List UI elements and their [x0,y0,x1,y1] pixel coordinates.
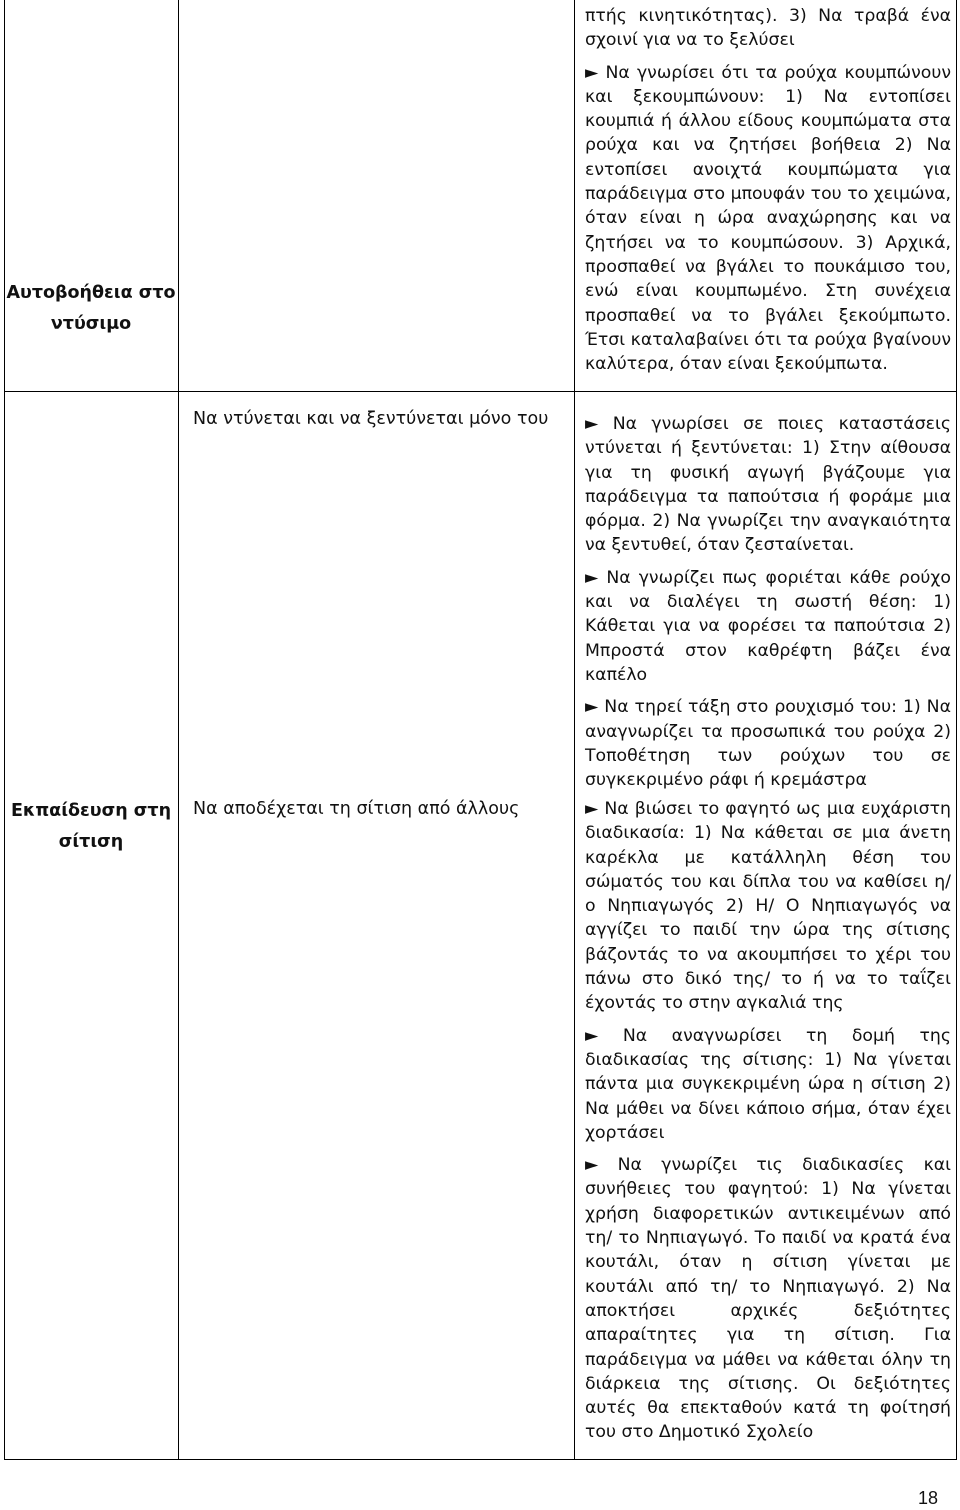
column-divider [574,0,575,1460]
category-cell: Εκπαίδευση στη σίτιση [10,801,172,852]
goal-cell: Να ντύνεται και να ξεντύνεται μόνο του [193,409,549,429]
description-paragraph: ► Να γνωρίσει σε ποιες καταστάσεις ντύνεται ή ξεντύνεται: 1) Στην αίθουσα για τη φυσική αγωγή βγάζουμε για παράδειγμα τα παπούτσια ή φοράμε μια φόρμα. 2) Να γνωρίζει την αναγκαιότητα να ξεντυθεί, όταν ζεσταίνεται. [585,414,951,556]
row-divider [5,391,956,392]
column-divider [178,0,179,1460]
description-paragraph: ► Να αναγνωρίσει τη δομή της διαδικασίας της σίτισης: 1) Να γίνεται πάντα μια συγκεκριμένη ώρα η σίτιση 2) Να μάθει να δίνει κάποιο σήμα, όταν έχει χορτάσει [585,1025,951,1143]
description-paragraph: ► Να γνωρίζει τις διαδικασίες και συνήθειες του φαγητού: 1) Να γίνεται χρήση διαφορετικών αντικειμένων από τη/ το Νηπιαγωγό. Το παιδί να κρατά ένα κουτάλι, όταν η σίτιση γίνεται με κουτάλι από τη/ το Νηπιαγωγό. 2) Να αποκτήσει αρχικές δεξιότητες απαραίτητες για τη σίτιση. Για παράδειγμα να μάθει να κάθεται όλην τη διάρκεια της σίτισης. Οι δεξιότητες αυτές θα επεκταθούν κατά τη φοίτησή του στο Δημοτικό Σχολείο [585,1155,951,1443]
description-cell [585,797,951,1453]
description-paragraph: πτής κινητικότητας). 3) Να τραβά ένα σχοινί για να το ξελύσει [585,6,951,51]
description-paragraph: ► Να βιώσει το φαγητό ως μια ευχάριστη διαδικασία: 1) Να κάθεται σε μια άνετη καρέκλα με κατάλληλη θέση του σώματός του και δίπλα του να καθίσει η/ ο Νηπιαγωγός 2) Η/ Ο Νηπιαγωγός να αγγίζει το παιδί την ώρα της σίτισης βάζοντάς το να ακουμπήσει το χέρι του πάνω στο δικό της/ το ή να το ταΐζει έχοντάς το στην αγκαλιά της [585,799,951,1014]
goal-cell: Να αποδέχεται τη σίτιση από άλλους [193,799,520,819]
page-number: 18 [917,1488,938,1508]
description-paragraph: ► Να γνωρίσει ότι τα ρούχα κουμπώνουν και ξεκουμπώνουν: 1) Να εντοπίσει κουμπιά ή άλλου είδους κουμπώματα στα ρούχα και να ζητήσει βοήθεια 2) Να εντοπίσει ανοιχτά κουμπώματα για παράδειγμα στο μπουφάν του το χειμώνα, όταν είναι η ώρα αναχώρησης και να ζητήσει να το κουμπώσουν. 3) Αρχικά, προσπαθεί να βγάλει το πουκάμισο του, ενώ είναι κουμπωμένο. Στη συνέχεια προσπαθεί να το βγάλει ξεκούμπωτο. Έτσι καταλαβαίνει ότι τα ρούχα βγαίνουν καλύτερα, όταν είναι ξεκούμπωτα. [585,62,951,375]
description-paragraph: ► Να γνωρίζει πως φοριέται κάθε ρούχο και να διαλέγει τη σωστή θέση: 1) Κάθεται για να φορέσει τα παπούτσια 2) Μπροστά στον καθρέφτη βάζει ένα καπέλο [585,567,951,685]
activity-table [4,0,957,1460]
category-cell: Αυτοβοήθεια στο ντύσιμο [6,283,176,334]
description-cell [585,412,951,800]
description-cell [585,4,951,384]
description-paragraph: ► Να τηρεί τάξη στο ρουχισμό του: 1) Να αναγνωρίζει τα προσωπικά του ρούχα 2) Τοποθέτηση των ρούχων του σε συγκεκριμένο ράφι ή κρεμάστρα [585,697,951,791]
